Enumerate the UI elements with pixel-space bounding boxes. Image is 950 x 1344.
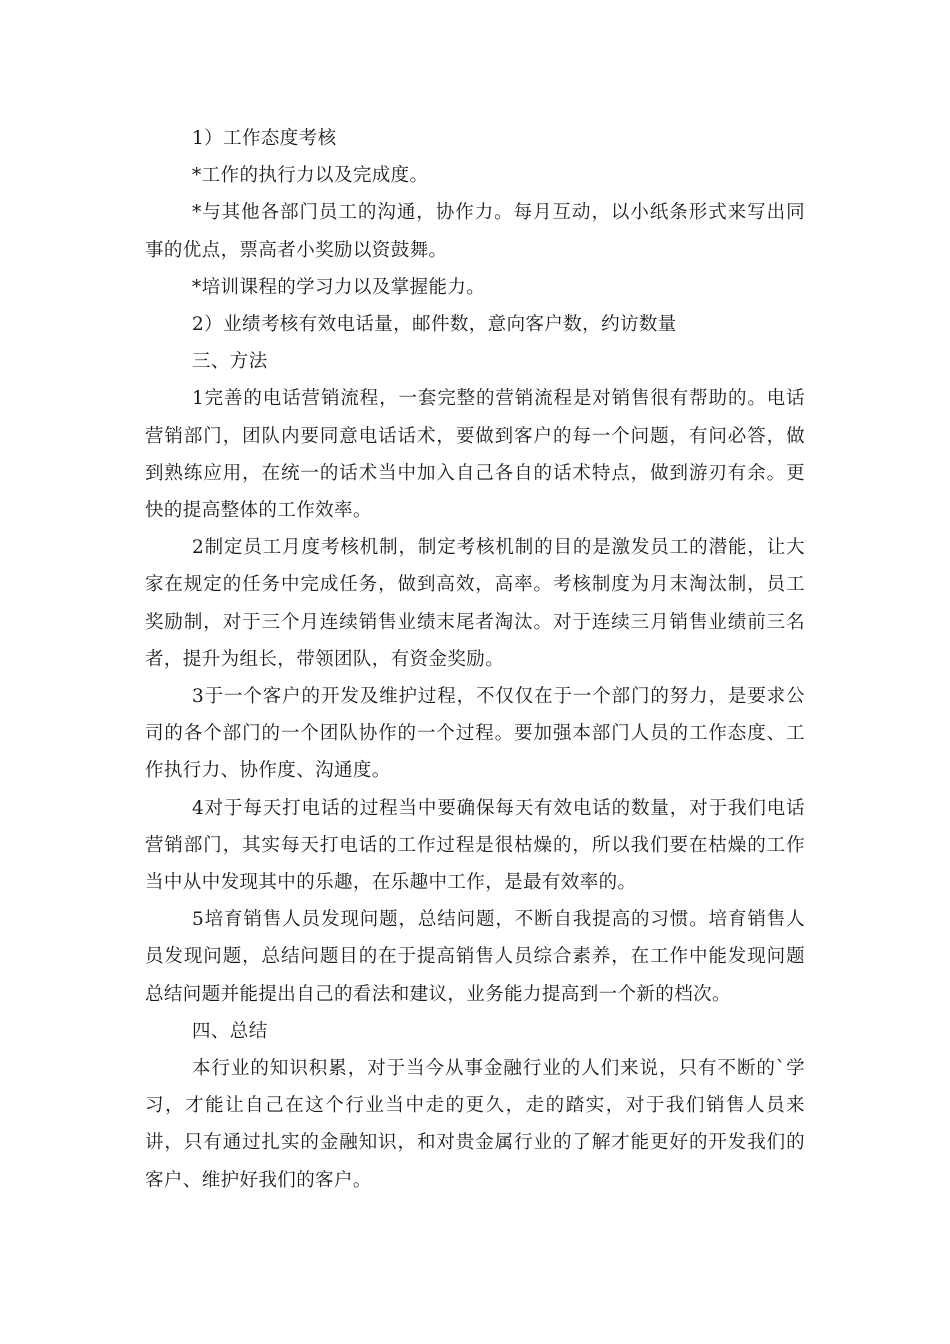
heading-performance: 2）业绩考核有效电话量，邮件数，意向客户数，约访数量 (192, 314, 677, 336)
method-paragraph-2: 2制定员工月度考核机制，制定考核机制的目的是激发员工的潜能，让大家在规定的任务中完成任务，做到高效，高率。考核制度为月末淘汰制，员工奖励制，对于三个月连续销售业绩末尾者淘汰。对于连续三月销售业绩前三名者，提升为组长，带领团队，有资金奖励。 (145, 537, 805, 670)
method-paragraph-1: 1完善的电话营销流程，一套完整的营销流程是对销售很有帮助的。电话营销部门，团队内要同意电话话术，要做到客户的每一个问题，有问必答，做到熟练应用，在统一的话术当中加入自己各自的话术特点，做到游刃有余。更快的提高整体的工作效率。 (145, 388, 805, 522)
method-paragraph-4: 4对于每天打电话的过程当中要确保每天有效电话的数量，对于我们电话营销部门，其实每天打电话的工作过程是很枯燥的，所以我们要在枯燥的工作当中从中发现其中的乐趣，在乐趣中工作，是最有效率的。 (145, 797, 805, 894)
bullet-execution: *工作的执行力以及完成度。 (192, 165, 429, 187)
method-paragraph-5: 5培育销售人员发现问题，总结问题，不断自我提高的习惯。培育销售人员发现问题，总结问题目的在于提高销售人员综合素养，在工作中能发现问题总结问题并能提出自己的看法和建议，业务能力提高到一个新的档次。 (145, 909, 805, 1005)
method-paragraph-3: 3于一个客户的开发及维护过程，不仅仅在于一个部门的努力，是要求公司的各个部门的一个团队协作的一个过程。要加强本部门人员的工作态度、工作执行力、协作度、沟通度。 (145, 686, 805, 782)
document-body (145, 120, 805, 1199)
summary-paragraph: 本行业的知识积累，对于当今从事金融行业的人们来说，只有不断的`学习，才能让自己在这个行业当中走的更久，走的踏实，对于我们销售人员来讲，只有通过扎实的金融知识，和对贵金属行业的了解才能更好的开发我们的客户、维护好我们的客户。 (145, 1058, 805, 1191)
heading-work-attitude: 1）工作态度考核 (192, 128, 337, 149)
bullet-communication: *与其他各部门员工的沟通，协作力。每月互动，以小纸条形式来写出同事的优点，票高者小奖励以资鼓舞。 (145, 202, 805, 261)
section-title-methods: 三、方法 (192, 351, 268, 373)
bullet-training: *培训课程的学习力以及掌握能力。 (192, 276, 486, 298)
section-title-summary: 四、总结 (192, 1020, 268, 1042)
